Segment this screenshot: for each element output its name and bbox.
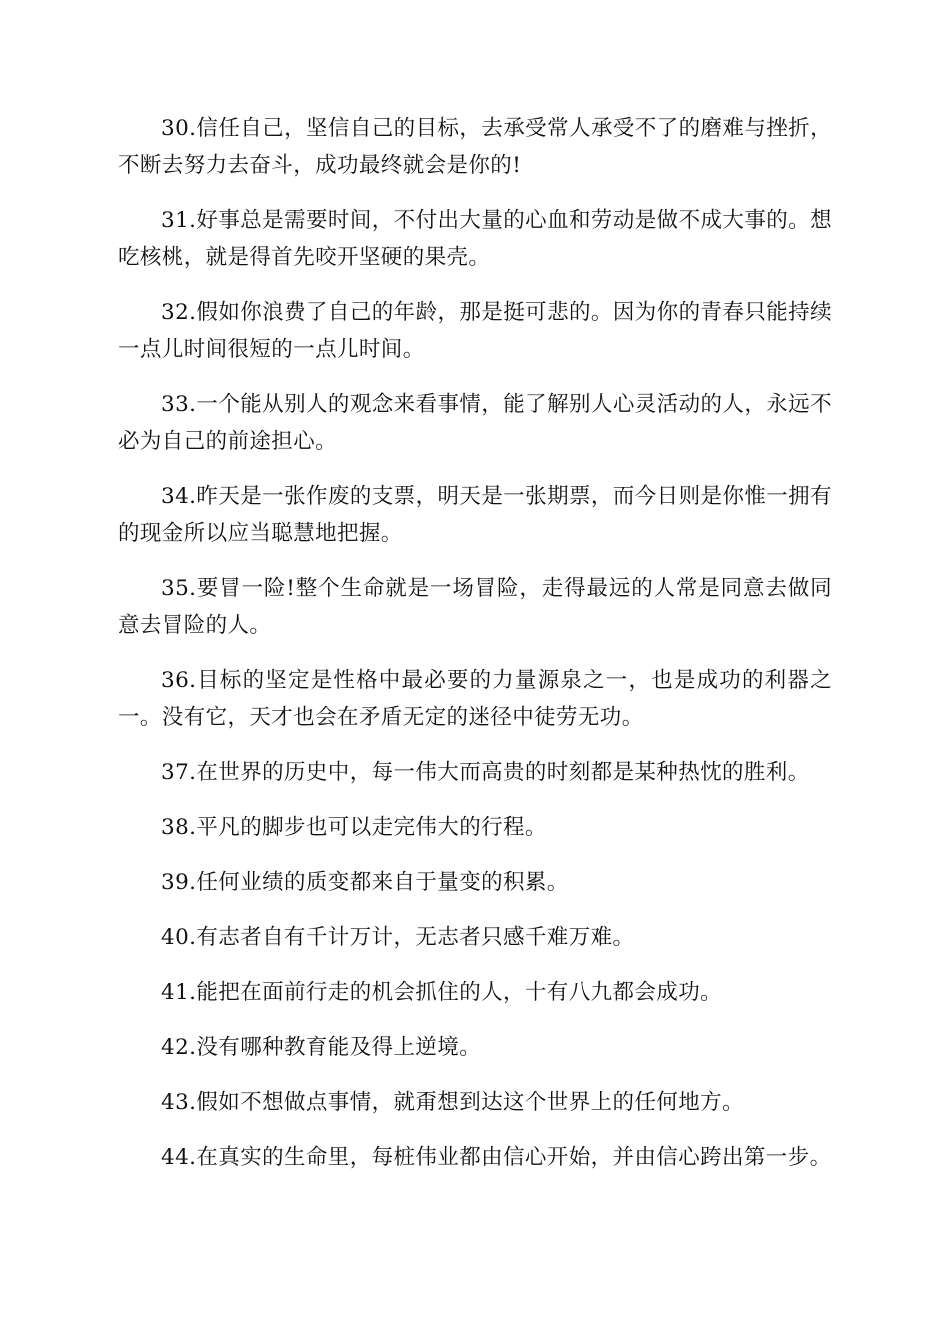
paragraph-30: 30.信任自己，坚信自己的目标，去承受常人承受不了的磨难与挫折，不断去努力去奋斗，成功最终就会是你的! [118,116,832,178]
paragraph-37: 37.在世界的历史中，每一伟大而高贵的时刻都是某种热忱的胜利。 [161,760,810,785]
document-body [118,110,832,1194]
paragraph-33: 33.一个能从别人的观念来看事情，能了解别人心灵活动的人，永远不必为自己的前途担心。 [118,392,832,454]
paragraph-31: 31.好事总是需要时间，不付出大量的心血和劳动是做不成大事的。想吃核桃，就是得首先咬开坚硬的果壳。 [118,208,832,270]
paragraph-36: 36.目标的坚定是性格中最必要的力量源泉之一，也是成功的利器之一。没有它，天才也会在矛盾无定的迷径中徒劳无功。 [118,668,832,730]
paragraph-40: 40.有志者自有千计万计，无志者只感千难万难。 [161,925,635,950]
paragraph-38: 38.平凡的脚步也可以走完伟大的行程。 [161,815,547,840]
paragraph-35: 35.要冒一险!整个生命就是一场冒险，走得最远的人常是同意去做同意去冒险的人。 [118,576,832,638]
paragraph-42: 42.没有哪种教育能及得上逆境。 [161,1035,482,1060]
paragraph-34: 34.昨天是一张作废的支票，明天是一张期票，而今日则是你惟一拥有的现金所以应当聪慧地把握。 [118,484,832,546]
paragraph-43: 43.假如不想做点事情，就甭想到达这个世界上的任何地方。 [161,1090,744,1115]
paragraph-41: 41.能把在面前行走的机会抓住的人，十有八九都会成功。 [161,980,722,1005]
paragraph-44: 44.在真实的生命里，每桩伟业都由信心开始，并由信心跨出第一步。 [161,1145,832,1170]
paragraph-32: 32.假如你浪费了自己的年龄，那是挺可悲的。因为你的青春只能持续一点儿时间很短的一点儿时间。 [118,300,832,362]
paragraph-39: 39.任何业绩的质变都来自于量变的积累。 [161,870,569,895]
